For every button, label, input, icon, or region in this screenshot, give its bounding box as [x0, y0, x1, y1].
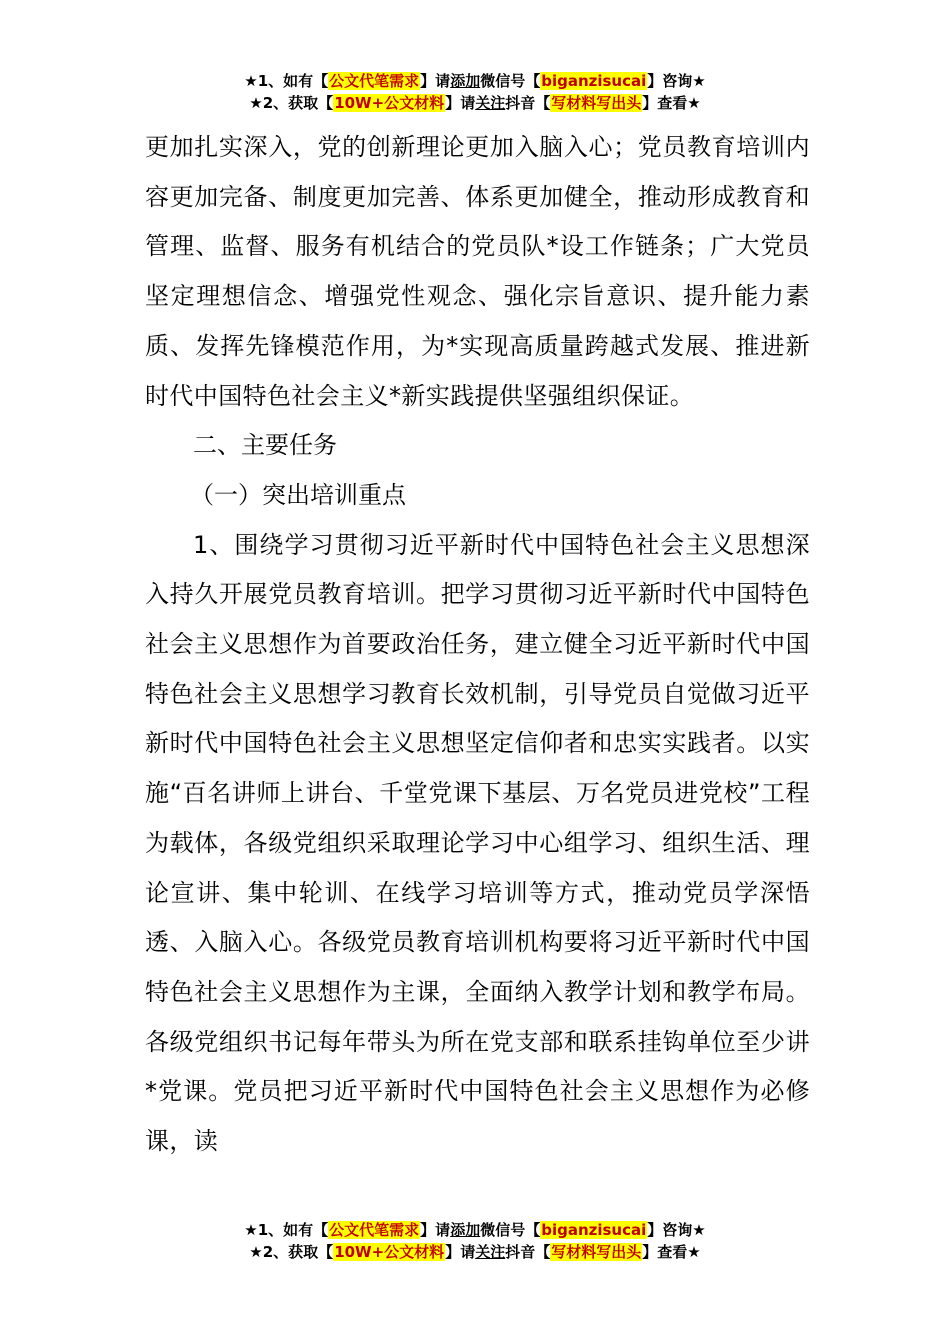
banner-text: 抖音【 — [505, 1243, 551, 1261]
banner-text: 】请 — [420, 72, 451, 90]
banner-text: 】查看★ — [642, 1243, 701, 1261]
banner-text: 微信号【 — [480, 1221, 541, 1239]
banner-highlight: biganzisucai — [541, 72, 647, 90]
banner-highlight: 写材料写出头 — [551, 1243, 642, 1261]
banner-text: 】查看★ — [642, 94, 701, 112]
banner-text: 微信号【 — [480, 72, 541, 90]
body-paragraph-2: 1、围绕学习贯彻习近平新时代中国特色社会主义思想深入持久开展党员教育培训。把学习贯彻习近平新时代中国特色社会主义思想作为首要政治任务，建立健全习近平新时代中国特色社会主义思想学习教育长效机制，引导党员自觉做习近平新时代中国特色社会主义思想坚定信仰者和忠实实践者。以实施“百名讲师上讲台、千堂党课下基层、万名党员进党校”工程为载体，各级党组织采取理论学习中心组学习、组织生活、理论宣讲、集中轮训、在线学习培训等方式，推动党员学深悟透、入脑入心。各级党员教育培训机构要将习近平新时代中国特色社会主义思想作为主课，全面纳入教学计划和教学布局。各级党组织书记每年带头为所在党支部和联系挂钩单位至少讲*党课。党员把习近平新时代中国特色社会主义思想作为必修课，读 — [145, 530, 810, 1156]
banner-text: 】咨询★ — [647, 1221, 706, 1239]
banner-highlight: 公文代笔需求 — [329, 1221, 420, 1239]
banner-underlined-text: 添加 — [450, 1221, 481, 1239]
banner-highlight: 10W+公文材料 — [334, 1243, 445, 1261]
banner-text: 】请 — [445, 1243, 476, 1261]
body-paragraph-1: 更加扎实深入，党的创新理论更加入脑入心；党员教育培训内容更加完备、制度更加完善、体系更加健全，推动形成教育和管理、监督、服务有机结合的党员队*设工作链条；广大党员坚定理想信念、增强党性观念、强化宗旨意识、提升能力素质、发挥先锋模范作用，为*实现高质量跨越式发展、推进新时代中国特色社会主义*新实践提供坚强组织保证。 — [145, 133, 810, 410]
banner-text: 】请 — [420, 1221, 451, 1239]
section-heading: 二、主要任务 — [193, 431, 337, 460]
subsection-heading: （一）突出培训重点 — [190, 480, 406, 509]
banner-text: 】咨询★ — [647, 72, 706, 90]
banner-highlight: biganzisucai — [541, 1221, 647, 1239]
banner-underlined-text: 关注 — [475, 94, 506, 112]
banner-text: ★2、获取【 — [249, 94, 334, 112]
banner-line-2 — [0, 92, 950, 114]
banner-highlight: 写材料写出头 — [551, 94, 642, 112]
banner-text: ★2、获取【 — [249, 1243, 334, 1261]
banner-text: ★1、如有【 — [244, 1221, 329, 1239]
banner-line-1 — [0, 70, 950, 92]
banner-line-1 — [0, 1219, 950, 1241]
banner-line-2 — [0, 1241, 950, 1263]
top-banner — [0, 70, 950, 114]
banner-underlined-text: 添加 — [450, 72, 481, 90]
banner-highlight: 10W+公文材料 — [334, 94, 445, 112]
bottom-banner — [0, 1219, 950, 1263]
banner-text: 】请 — [445, 94, 476, 112]
banner-highlight: 公文代笔需求 — [329, 72, 420, 90]
banner-text: ★1、如有【 — [244, 72, 329, 90]
document-body — [145, 123, 810, 1167]
banner-text: 抖音【 — [505, 94, 551, 112]
banner-underlined-text: 关注 — [475, 1243, 506, 1261]
